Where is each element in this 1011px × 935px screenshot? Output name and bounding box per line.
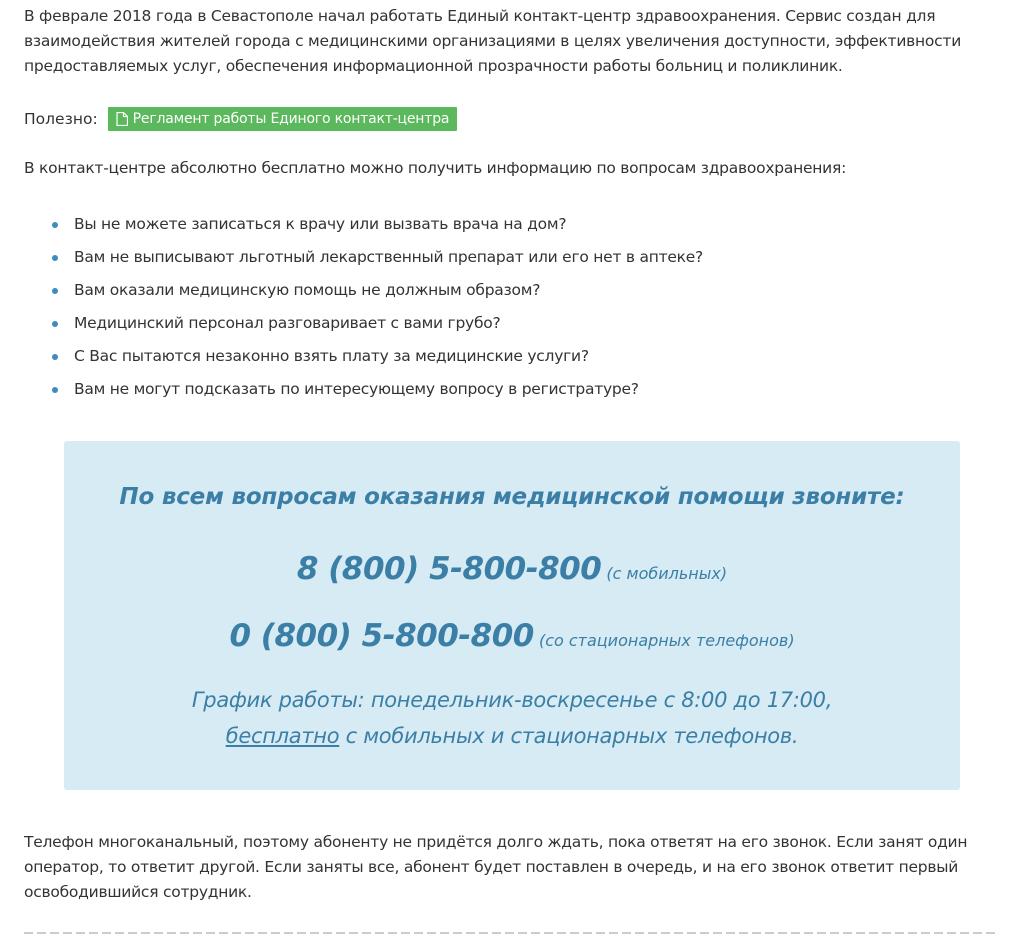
regulations-document-link-label: Регламент работы Единого контакт-центра (132, 111, 450, 127)
phone-row-landline (64, 618, 960, 654)
list-item-text: С Вас пытаются незаконно взять плату за медицинские услуги? (74, 347, 589, 365)
schedule-line: График работы: понедельник-воскресенье с 8:00 до 17:00, (191, 688, 833, 712)
bullet-icon (52, 321, 58, 327)
bullet-icon (52, 354, 58, 360)
lead-paragraph: В контакт-центре абсолютно бесплатно можно получить информацию по вопросам здравоохранения: (24, 159, 847, 177)
list-item-text: Вам оказали медицинскую помощь не должным образом? (74, 281, 541, 299)
list-item (50, 344, 703, 377)
cutoff-text-fragment (24, 932, 999, 934)
closing-paragraph: Телефон многоканальный, поэтому абоненту не придётся долго ждать, пока ответят на его звонок. Если занят один оператор, то ответит другой. Если заняты все, абонент будет поставлен в очередь, и на его звонок ответит первый освободившийся сотрудник. (24, 833, 968, 901)
questions-list (50, 212, 703, 410)
bullet-icon (52, 222, 58, 228)
cutoff-next-paragraph (24, 928, 999, 935)
schedule-text (64, 682, 960, 754)
hotline-callout (64, 441, 960, 790)
list-item (50, 245, 703, 278)
schedule-line-rest: с мобильных и стационарных телефонов. (339, 724, 799, 748)
useful-label: Полезно: (24, 110, 98, 128)
callout-heading: По всем вопросам оказания медицинской помощи звоните: (119, 484, 905, 510)
list-item (50, 377, 703, 410)
intro-paragraph: В феврале 2018 года в Севастополе начал работать Единый контакт-центр здравоохранения. Сервис создан для взаимодействия жителей города с медицинскими организациями в целях увеличения доступности, эффективности предоставляемых услуг, обеспечения информационной прозрачности работы больниц и поликлиник. (24, 7, 962, 75)
schedule-line (64, 718, 960, 754)
list-item-text: Медицинский персонал разговаривает с вами грубо? (74, 314, 501, 332)
phone-note-mobile: (с мобильных) (606, 564, 728, 583)
list-item-text: Вы не можете записаться к врачу или вызвать врача на дом? (74, 215, 567, 233)
phone-number-mobile[interactable]: 8 (800) 5-800-800 (296, 551, 602, 587)
list-item-text: Вам не выписывают льготный лекарственный препарат или его нет в аптеке? (74, 248, 704, 266)
document-icon (116, 112, 128, 126)
useful-row (24, 107, 457, 131)
phone-row-mobile (64, 551, 960, 587)
bullet-icon (52, 255, 58, 261)
list-item (50, 311, 703, 344)
bullet-icon (52, 387, 58, 393)
list-item-text: Вам не могут подсказать по интересующему вопросу в регистратуре? (74, 380, 639, 398)
phone-number-landline[interactable]: 0 (800) 5-800-800 (229, 618, 534, 654)
list-item (50, 212, 703, 245)
regulations-document-link[interactable] (108, 107, 458, 131)
phone-note-landline: (со стационарных телефонов) (538, 631, 795, 650)
free-link[interactable]: бесплатно (225, 724, 340, 748)
bullet-icon (52, 288, 58, 294)
list-item (50, 278, 703, 311)
